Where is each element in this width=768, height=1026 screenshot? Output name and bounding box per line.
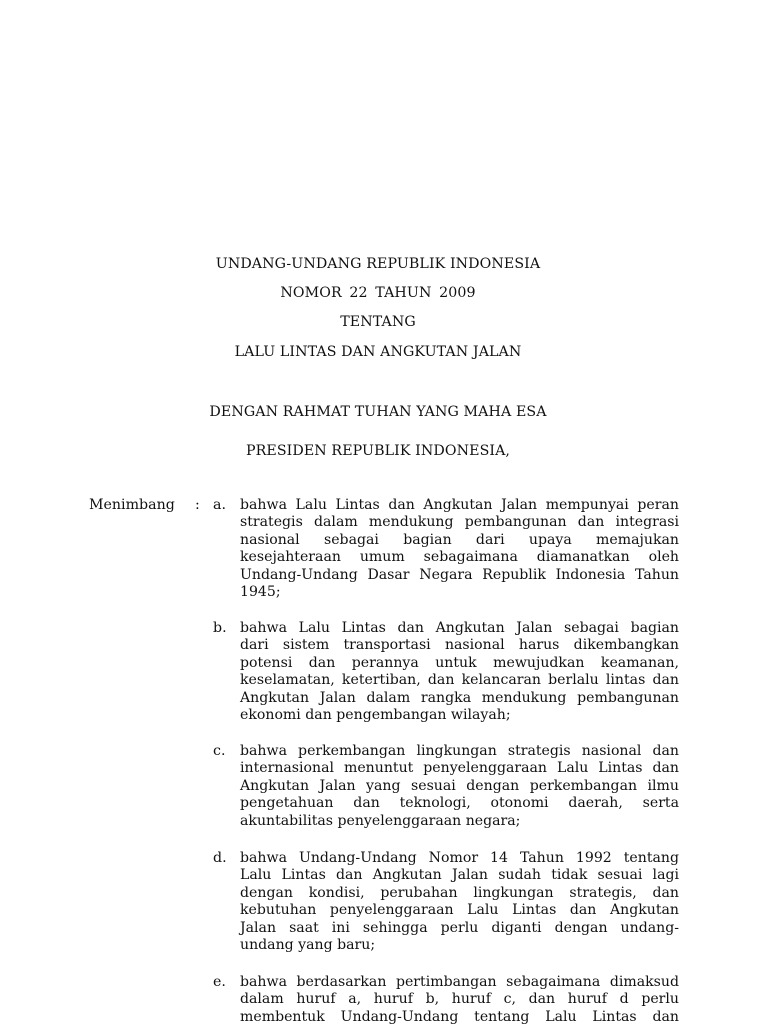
clause-line: ekonomi dan pengembangan wilayah; <box>240 706 511 723</box>
clause-letter: c. <box>213 743 226 759</box>
preamble-invocation: DENGAN RAHMAT TUHAN YANG MAHA ESA <box>209 404 547 420</box>
clause-line: internasional menuntut penyelenggaraan Lalu Lintas dan <box>240 760 679 777</box>
preamble-president: PRESIDEN REPUBLIK INDONESIA, <box>245 443 511 459</box>
heading-about: TENTANG <box>340 314 416 330</box>
clause-line: bahwa Undang-Undang Nomor 14 Tahun 1992 tentang <box>240 850 679 866</box>
clause-line: membentuk Undang-Undang tentang Lalu Lintas dan <box>240 1008 679 1025</box>
clause-letter: a. <box>213 497 226 513</box>
clause-text <box>240 620 679 724</box>
law-subject: LALU LINTAS DAN ANGKUTAN JALAN <box>234 344 522 360</box>
clause-line: 1945; <box>240 583 281 600</box>
clause-line: bahwa perkembangan lingkungan strategis nasional dan <box>240 743 679 759</box>
clause-line: undang yang baru; <box>240 936 376 953</box>
clause-line: nasional sebagai bagian dari upaya memajukan <box>240 531 679 548</box>
clause-line: potensi dan perannya untuk mewujudkan keamanan, <box>240 654 679 671</box>
clause-line: pengetahuan dan teknologi, otonomi daerah, serta <box>240 795 679 812</box>
clause-text <box>240 974 679 1026</box>
clause-text <box>240 497 679 601</box>
clause-line: bahwa berdasarkan pertimbangan sebagaimana dimaksud <box>240 974 679 990</box>
clause-letter: b. <box>213 620 227 636</box>
considering-label: Menimbang <box>89 497 175 513</box>
considering-colon: : <box>195 497 200 513</box>
law-number: NOMOR 22 TAHUN 2009 <box>280 285 476 301</box>
clause-line: akuntabilitas penyelenggaraan negara; <box>240 812 521 829</box>
clause-letter: d. <box>213 850 227 866</box>
clause-line: dalam huruf a, huruf b, huruf c, dan huruf d perlu <box>240 991 679 1008</box>
clause-text <box>240 743 679 830</box>
clause-letter: e. <box>213 974 226 990</box>
clause-line: dengan kondisi, perubahan lingkungan strategis, dan <box>240 884 679 901</box>
clause-line: bahwa Lalu Lintas dan Angkutan Jalan mempunyai peran <box>240 497 679 513</box>
clause-line: kebutuhan penyelenggaraan Lalu Lintas dan Angkutan <box>240 902 679 919</box>
clause-line: strategis dalam mendukung pembangunan dan integrasi <box>240 514 679 531</box>
clause-line: Angkutan Jalan dalam rangka mendukung pembangunan <box>240 689 679 706</box>
clause-line: bahwa Lalu Lintas dan Angkutan Jalan sebagai bagian <box>240 620 679 636</box>
clause-text <box>240 850 679 954</box>
clause-line: dari sistem transportasi nasional harus dikembangkan <box>240 637 679 654</box>
clause-line: kesejahteraan umum sebagaimana diamanatkan oleh <box>240 549 679 566</box>
document-title: UNDANG-UNDANG REPUBLIK INDONESIA <box>215 256 541 272</box>
clause-line: Angkutan Jalan yang sesuai dengan perkembangan ilmu <box>240 777 679 794</box>
clause-line: Lalu Lintas dan Angkutan Jalan sudah tidak sesuai lagi <box>240 867 679 884</box>
clause-line: Jalan saat ini sehingga perlu diganti dengan undang- <box>240 919 679 936</box>
clause-line: keselamatan, ketertiban, dan kelancaran berlalu lintas dan <box>240 672 679 689</box>
clause-line: Undang-Undang Dasar Negara Republik Indonesia Tahun <box>240 566 679 583</box>
